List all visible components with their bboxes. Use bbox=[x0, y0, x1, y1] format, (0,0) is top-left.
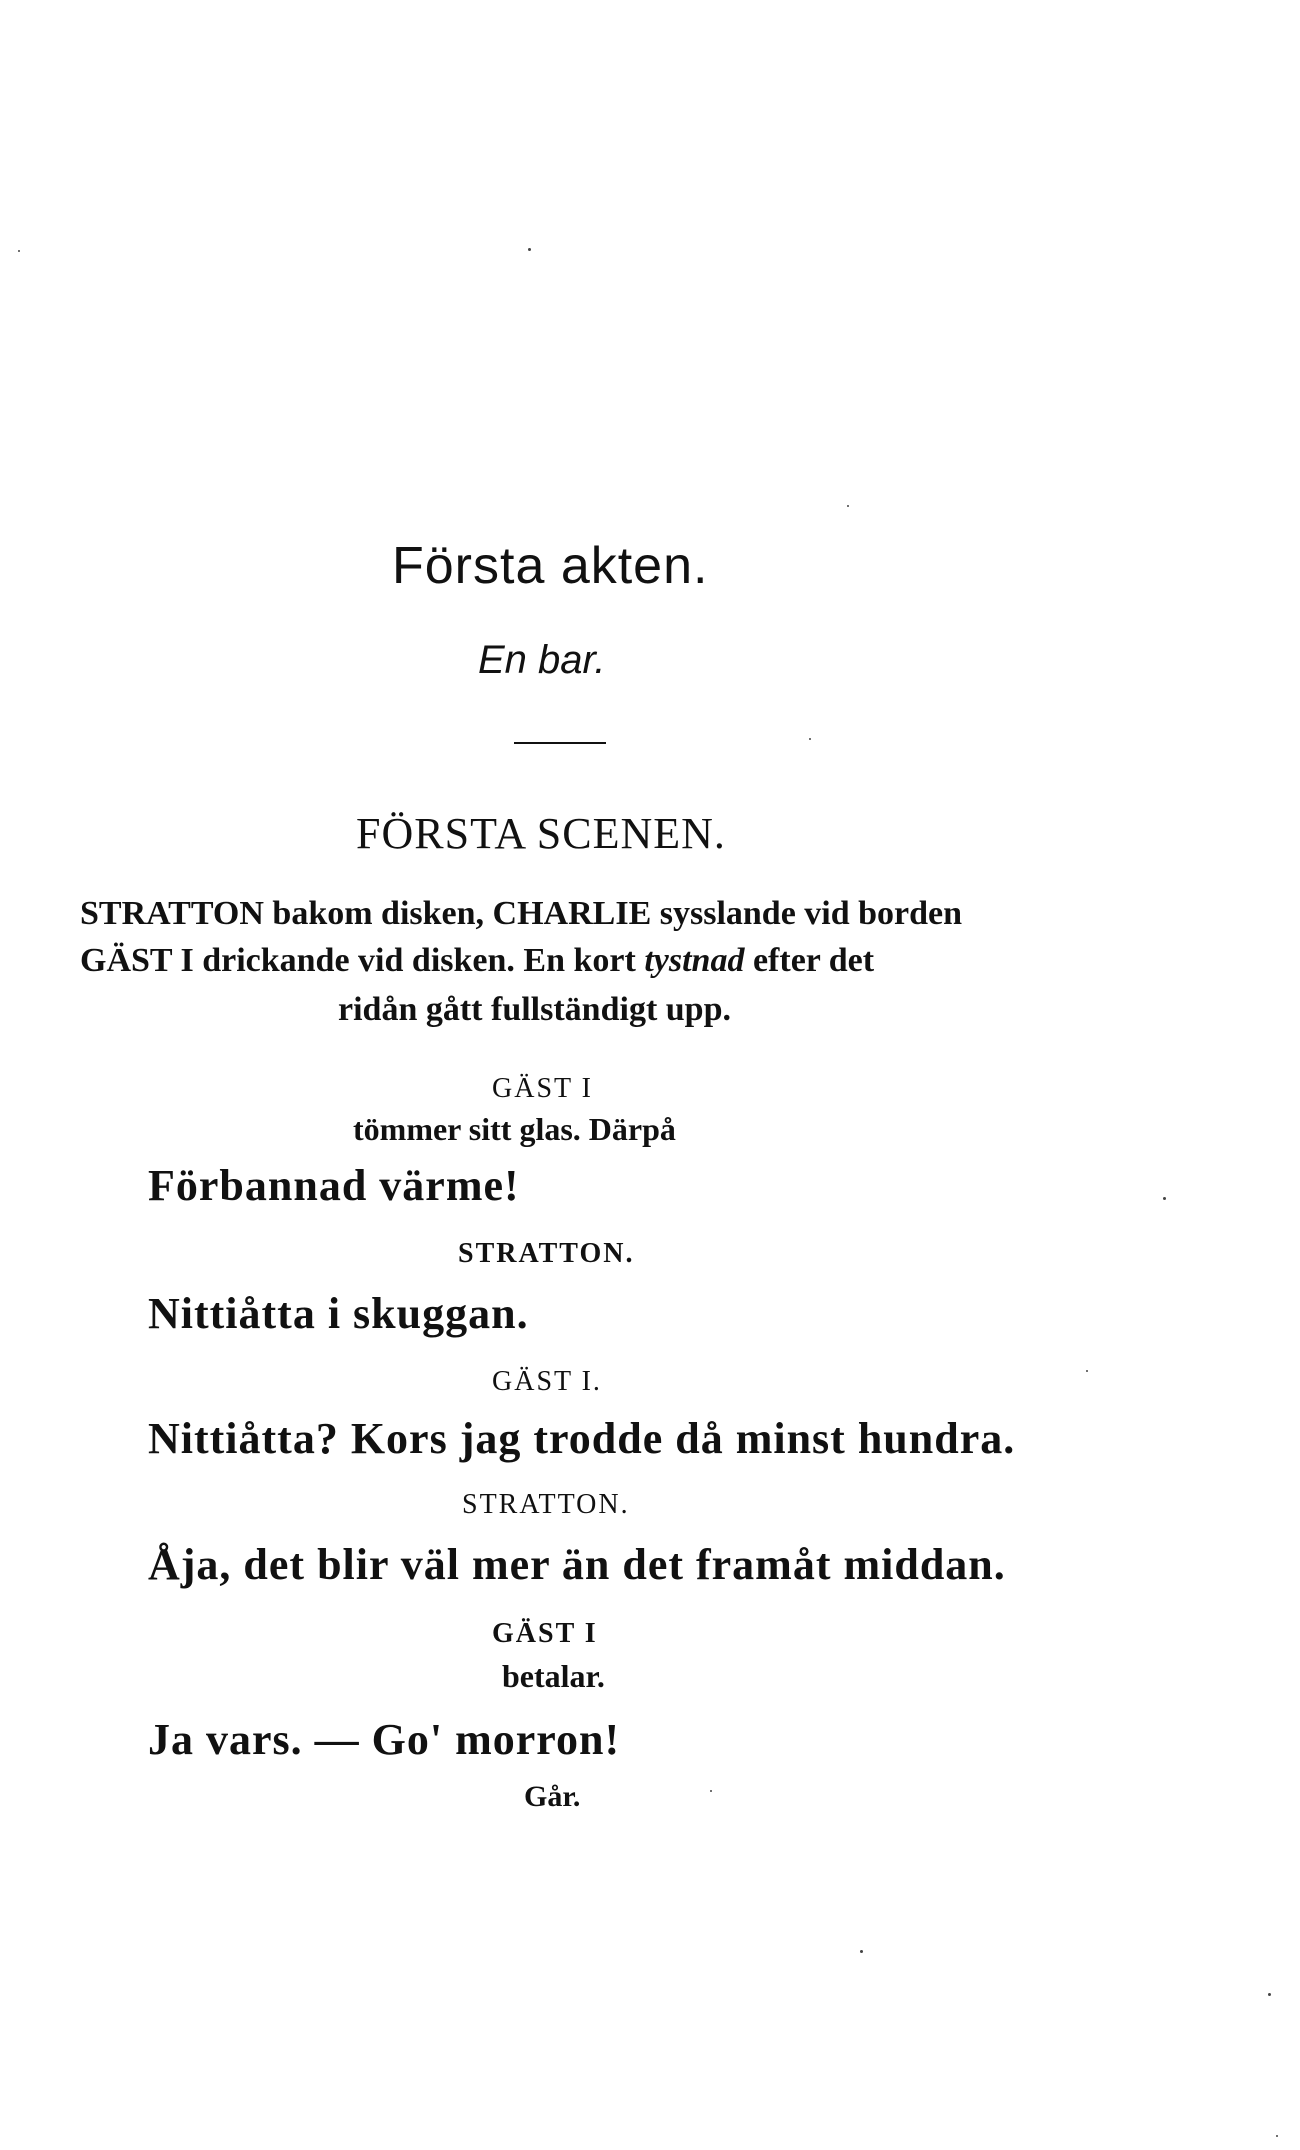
scene-title: FÖRSTA SCENEN. bbox=[356, 809, 726, 858]
print-speck bbox=[860, 1950, 863, 1953]
divider-rule bbox=[514, 742, 606, 744]
speaker-gast-3: GÄST I bbox=[492, 1618, 598, 1649]
print-speck bbox=[528, 248, 531, 251]
direction-betalar: betalar. bbox=[502, 1658, 605, 1694]
print-speck bbox=[1086, 1370, 1088, 1372]
setting-caption: En bar. bbox=[478, 638, 606, 682]
print-speck bbox=[710, 1790, 712, 1792]
stage-direction-line-3: ridån gått fullständigt upp. bbox=[338, 991, 731, 1028]
direction-gar: Går. bbox=[524, 1780, 581, 1813]
direction-tommer-glas: tömmer sitt glas. Därpå bbox=[353, 1111, 676, 1147]
speaker-gast-2: GÄST I. bbox=[492, 1366, 602, 1397]
print-speck bbox=[1163, 1197, 1166, 1200]
stage-direction-line-2-start: GÄST I drickande vid disken. En kort bbox=[80, 942, 645, 979]
speaker-stratton-1: STRATTON. bbox=[458, 1238, 635, 1269]
print-speck bbox=[847, 505, 849, 507]
stage-direction-emphasis: tystnad bbox=[644, 942, 745, 979]
act-title: Första akten. bbox=[392, 537, 709, 595]
dialogue-line-4: Åja, det blir väl mer än det framåt middan. bbox=[148, 1540, 1006, 1589]
dialogue-line-2: Nittiåtta i skuggan. bbox=[148, 1289, 529, 1338]
print-speck bbox=[18, 250, 20, 252]
dialogue-line-1: Förbannad värme! bbox=[148, 1161, 520, 1210]
speaker-stratton-2: STRATTON. bbox=[462, 1489, 630, 1520]
stage-direction-line-1: STRATTON bakom disken, CHARLIE sysslande vid borden bbox=[80, 895, 963, 932]
stage-direction-line-2 bbox=[80, 944, 874, 978]
stage-direction-line-2-end: efter det bbox=[744, 942, 875, 979]
speaker-gast-1: GÄST I bbox=[492, 1073, 593, 1104]
print-speck bbox=[1268, 1993, 1271, 1996]
print-speck bbox=[809, 738, 811, 740]
dialogue-line-3: Nittiåtta? Kors jag trodde då minst hundra. bbox=[148, 1414, 1016, 1463]
print-speck bbox=[1276, 2135, 1278, 2137]
dialogue-line-5: Ja vars. — Go' morron! bbox=[148, 1715, 621, 1764]
